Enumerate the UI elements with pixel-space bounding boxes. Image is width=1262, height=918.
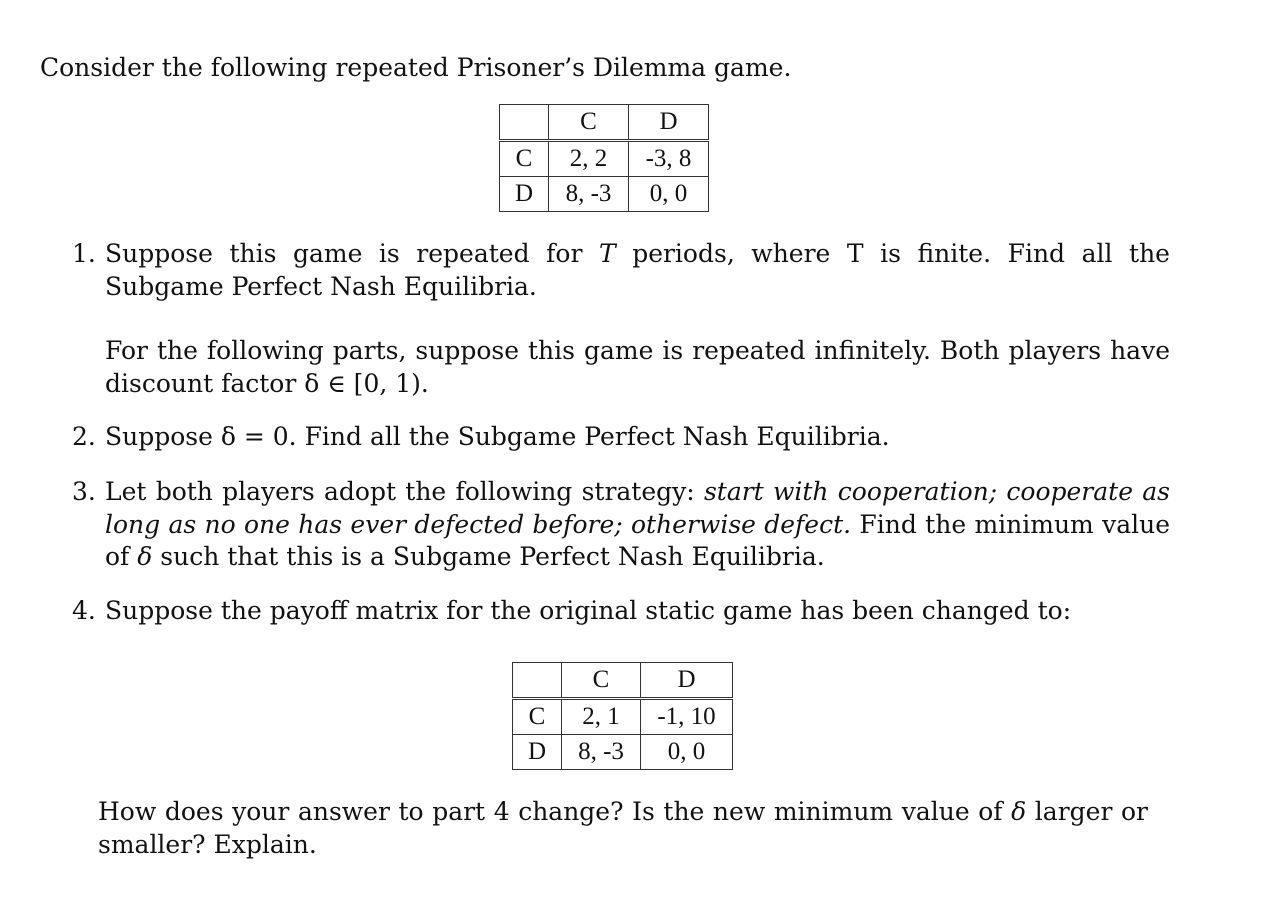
payoff-cell-cd: -3, 8 bbox=[629, 141, 709, 177]
question-3-text: Let both players adopt the following strategy: start with cooperation; cooperate as long as no one has ever defected before; otherwise defect. Find the minimum value of δ such that this is a Subgame Perfect Nash Equilibria. bbox=[105, 477, 1170, 571]
delta-zero: δ = 0 bbox=[220, 422, 289, 451]
payoff-cell-cc: 2, 1 bbox=[562, 699, 641, 735]
question-4-text: Suppose the payoff matrix for the original static game has been changed to: bbox=[105, 596, 1072, 625]
payoff-cell-dc: 8, -3 bbox=[562, 735, 641, 770]
payoff-cell-dd: 0, 0 bbox=[641, 735, 733, 770]
question-2-number: 2. bbox=[72, 422, 96, 451]
col-header-c: C bbox=[562, 663, 641, 699]
question-2-text: Suppose δ = 0. Find all the Subgame Perfect Nash Equilibria. bbox=[105, 422, 890, 451]
question-4-number: 4. bbox=[72, 596, 96, 625]
table-corner-cell bbox=[500, 105, 549, 141]
payoff-matrix-modified bbox=[512, 662, 733, 770]
followup-question-text: How does your answer to part 4 change? Is the new minimum value of δ larger or smaller? Explain. bbox=[98, 797, 1148, 859]
question-1-text: Suppose this game is repeated for T periods, where T is finite. Find all the Subgame Perfect Nash Equilibria. bbox=[105, 239, 1170, 301]
variable-t: T bbox=[598, 239, 616, 268]
question-1-number: 1. bbox=[72, 239, 96, 268]
row-label-c: C bbox=[500, 141, 549, 177]
col-header-d: D bbox=[629, 105, 709, 141]
payoff-cell-cc: 2, 2 bbox=[549, 141, 629, 177]
payoff-cell-dc: 8, -3 bbox=[549, 177, 629, 212]
intro-text: Consider the following repeated Prisoner’s Dilemma game. bbox=[40, 53, 792, 82]
infinite-repetition-note: For the following parts, suppose this game is repeated infinitely. Both players have discount factor δ ∈ [0, 1). bbox=[105, 336, 1170, 398]
row-label-d: D bbox=[500, 177, 549, 212]
question-3-number: 3. bbox=[72, 477, 96, 506]
row-label-d: D bbox=[513, 735, 562, 770]
payoff-matrix-original bbox=[499, 104, 709, 212]
col-header-d: D bbox=[641, 663, 733, 699]
grim-trigger-strategy: start with cooperation; cooperate as long as no one has ever defected before; otherwise defect. bbox=[105, 477, 1170, 539]
payoff-cell-dd: 0, 0 bbox=[629, 177, 709, 212]
col-header-c: C bbox=[549, 105, 629, 141]
row-label-c: C bbox=[513, 699, 562, 735]
discount-factor-range: δ ∈ [0, 1) bbox=[304, 368, 421, 398]
table-corner-cell bbox=[513, 663, 562, 699]
payoff-cell-cd: -1, 10 bbox=[641, 699, 733, 735]
